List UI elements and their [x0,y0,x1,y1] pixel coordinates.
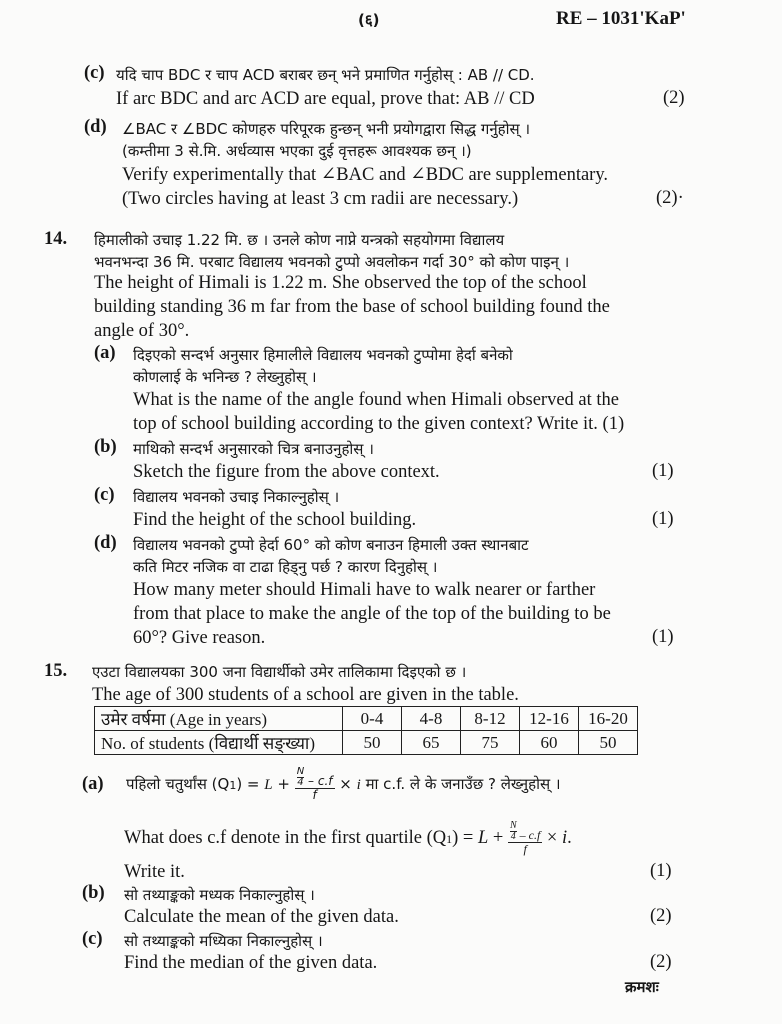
page-number: (६) [358,11,380,29]
q15a-nepali: पहिलो चतुर्थांस (Q1) = L + $\frac{N}{4}$ – c.f f × i मा c.f. ले के जनाउँछ ? लेख्नुहोस् । [126,766,561,802]
q15-number: 15. [44,661,68,681]
q14d-label: (d) [94,533,117,553]
q15a-label: (a) [82,774,104,794]
q14d-english-1: How many meter should Himali have to walk nearer or farther [133,580,596,600]
q14c-marks: (1) [652,509,674,529]
q13d-marks: (2)· [656,188,684,208]
q15b-marks: (2) [650,906,672,926]
table-cell: 75 [461,731,520,755]
table-cell: 8-12 [461,707,520,731]
table-cell: 60 [520,731,579,755]
table-cell: 12-16 [520,707,579,731]
q14-english-3: angle of 30°. [94,321,190,341]
q14d-nepali-1: विद्यालय भवनको टुप्पो हेर्दा 60° को कोण बनाउन हिमाली उक्त स्थानबाट [133,536,529,554]
q15-english: The age of 300 students of a school are given in the table. [92,685,519,705]
table-cell: 50 [343,731,402,755]
q14d-nepali-2: कति मिटर नजिक वा टाढा हिड्नु पर्छ ? कारण दिनुहोस् । [133,558,438,576]
q13c-nepali: यदि चाप BDC र चाप ACD बराबर छन् भने प्रमाणित गर्नुहोस् : AB // CD. [116,66,535,84]
q13d-nepali-2: (कम्तीमा 3 से.मि. अर्धव्यास भएका दुई वृत्तहरू आवश्यक छन् ।) [122,142,472,160]
q14b-label: (b) [94,437,117,457]
q14c-label: (c) [94,485,115,505]
q14d-marks: (1) [652,627,674,647]
q13c-label: (c) [84,63,105,83]
table-cell: 65 [402,731,461,755]
quartile-formula-fraction-en: $\frac{N}{4}$ – c.f f [509,820,541,857]
q14-english-2: building standing 36 m far from the base of school building found the [94,297,610,317]
q14b-english: Sketch the figure from the above context. [133,462,440,482]
q15c-nepali: सो तथ्याङ्कको मध्यिका निकाल्नुहोस् । [124,932,323,950]
table-cell: 0-4 [343,707,402,731]
q13d-english-2: (Two circles having at least 3 cm radii are necessary.) [122,189,519,209]
paper-code: RE – 1031'KaP' [556,8,686,29]
q15a-english-2: Write it. [124,862,185,882]
table-row [95,731,638,755]
q14d-english-3: 60°? Give reason. [133,628,266,648]
table-row [95,707,638,731]
q14-nepali-1: हिमालीको उचाइ 1.22 मि. छ । उनले कोण नाप्ने यन्त्रको सहयोगमा विद्यालय [94,231,505,249]
table-cell: 16-20 [579,707,638,731]
q14c-english: Find the height of the school building. [133,510,417,530]
q14a-label: (a) [94,343,116,363]
table-row-header-students: No. of students (विद्यार्थी सङ्ख्या) [95,731,343,755]
q15-nepali: एउटा विद्यालयका 300 जना विद्यार्थीको उमेर तालिकामा दिइएको छ । [92,663,467,681]
q15c-marks: (2) [650,952,672,972]
q13c-marks: (2) [663,88,685,108]
q14-nepali-2: भवनभन्दा 36 मि. परबाट विद्यालय भवनको टुप्पो अवलोकन गर्दा 30° को कोण पाइन् । [94,253,570,271]
q15b-english: Calculate the mean of the given data. [124,907,399,927]
age-table [94,706,638,755]
q13c-english: If arc BDC and arc ACD are equal, prove that: AB // CD [116,89,535,109]
q15b-label: (b) [82,883,105,903]
table-cell: 50 [579,731,638,755]
q15a-marks: (1) [650,861,672,881]
q14a-nepali-1: दिइएको सन्दर्भ अनुसार हिमालीले विद्यालय भवनको टुप्पोमा हेर्दा बनेको [133,346,513,364]
q15a-english: What does c.f denote in the first quartile (Q1) = L + $\frac{N}{4}$ – c.f f × i. [124,820,572,857]
q13d-english-1: Verify experimentally that ∠BAC and ∠BDC are supplementary. [122,165,609,185]
q13d-nepali-1: ∠BAC र ∠BDC कोणहरु परिपूरक हुन्छन् भनी प्रयोगद्वारा सिद्ध गर्नुहोस् । [122,120,531,138]
q14b-marks: (1) [652,461,674,481]
q15c-english: Find the median of the given data. [124,953,378,973]
q14-number: 14. [44,229,68,249]
q14a-nepali-2: कोणलाई के भनिन्छ ? लेख्नुहोस् । [133,368,317,386]
table-row-header-age: उमेर वर्षमा (Age in years) [95,707,343,731]
q15c-label: (c) [82,929,103,949]
q14a-english-2: top of school building according to the given context? Write it. (1) [133,414,625,434]
q14b-nepali: माथिको सन्दर्भ अनुसारको चित्र बनाउनुहोस् । [133,440,374,458]
q14-english-1: The height of Himali is 1.22 m. She observed the top of the school [94,273,587,293]
q14a-english-1: What is the name of the angle found when Himali observed at the [133,390,619,410]
quartile-formula-fraction: $\frac{N}{4}$ – c.f f [296,766,333,802]
table-cell: 4-8 [402,707,461,731]
q14c-nepali: विद्यालय भवनको उचाइ निकाल्नुहोस् । [133,488,340,506]
q14d-english-2: from that place to make the angle of the top of the building to be [133,604,611,624]
q15b-nepali: सो तथ्याङ्कको मध्यक निकाल्नुहोस् । [124,886,315,904]
q13d-label: (d) [84,117,107,137]
continued-note: क्रमशः [625,978,659,996]
